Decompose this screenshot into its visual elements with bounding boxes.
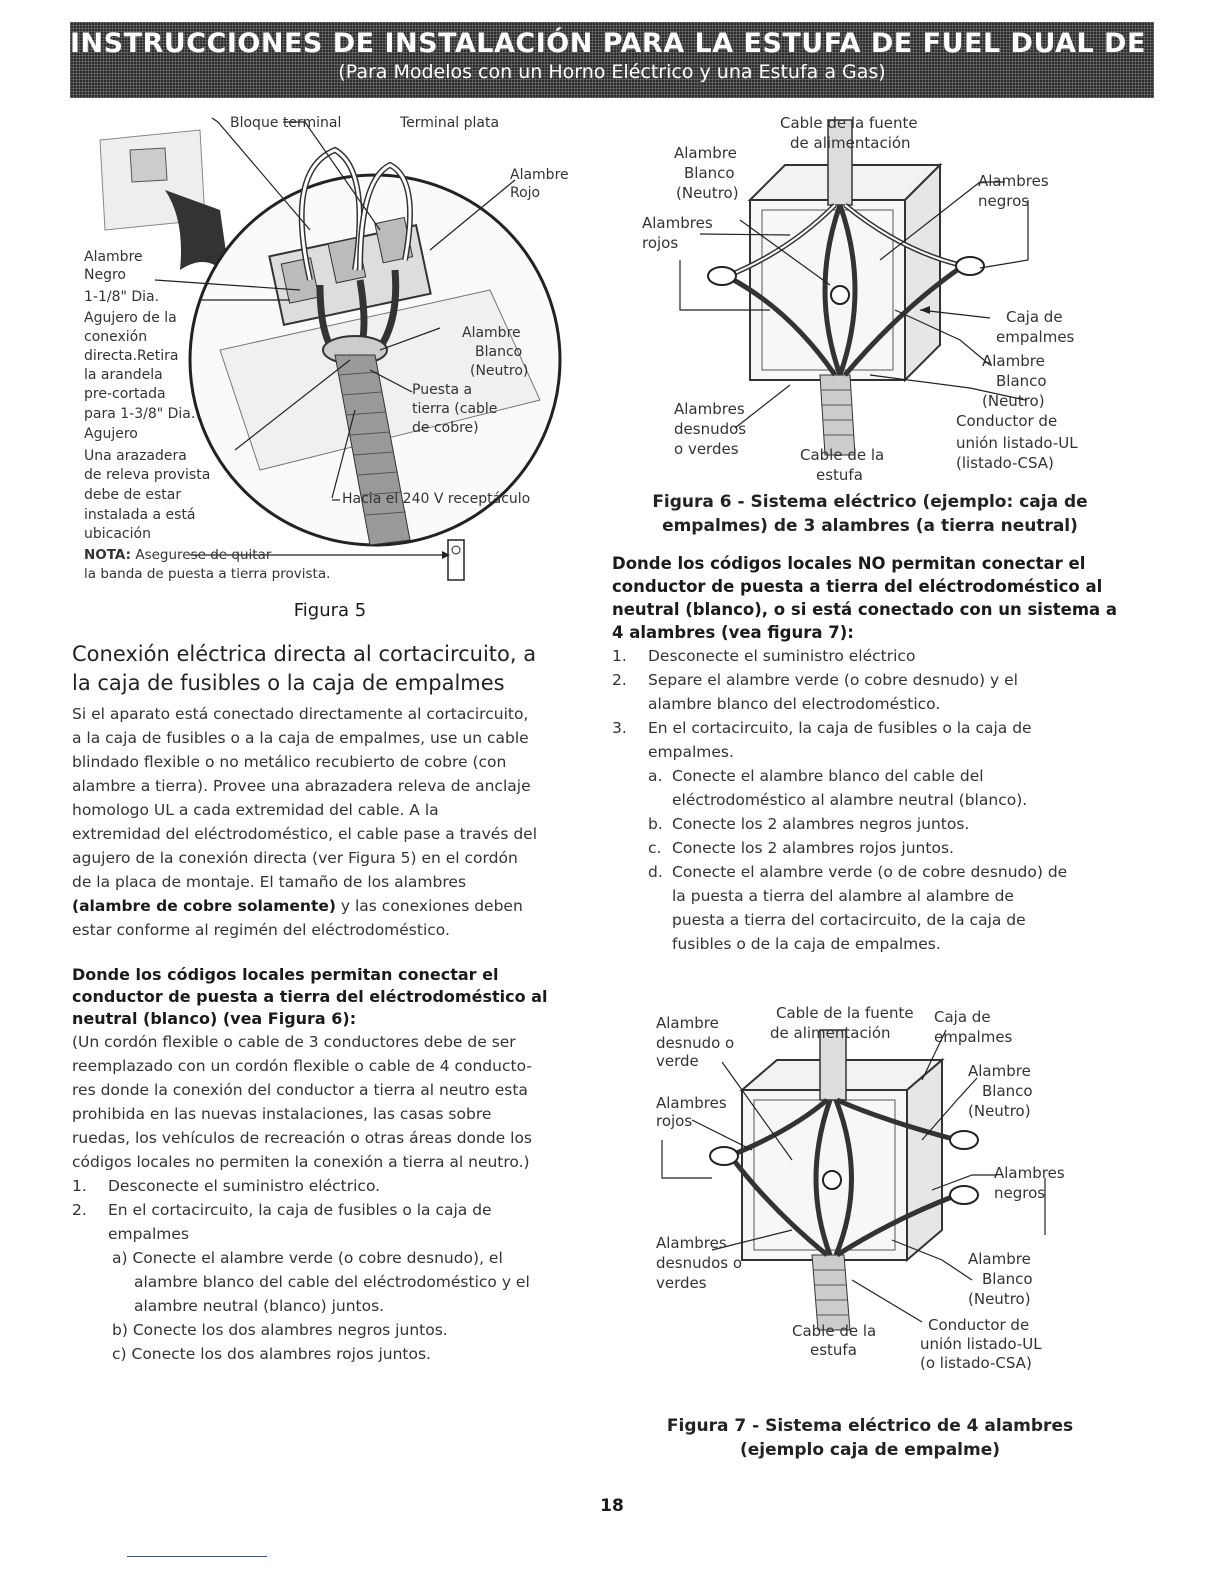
step-number-spacer	[612, 740, 648, 764]
fig7-label-negros: Alambres	[994, 1164, 1065, 1182]
figure-7	[652, 1000, 1152, 1380]
fig7-label-blanco-b-3: (Neutro)	[968, 1290, 1031, 1308]
note-line-6: códigos locales no permiten la conexión a tierra al neutro.)	[72, 1153, 530, 1171]
fig6-label-blanco-3: (Neutro)	[676, 184, 739, 202]
label-agujero-5: la arandela	[84, 367, 163, 383]
fig6-label-negros-2: negros	[978, 192, 1030, 210]
step-text: alambre blanco del electrodoméstico.	[648, 695, 941, 713]
fig6-label-fuente-2: de alimentación	[790, 134, 911, 152]
list-item: b) Conecte los dos alambres negros juntos.	[112, 1321, 448, 1339]
list-item	[612, 788, 1132, 812]
section-paragraph	[72, 702, 572, 942]
para-line-3: blindado flexible o no metálico recubierto de cobre (con	[72, 753, 507, 771]
fig7-label-blanco-3: (Neutro)	[968, 1102, 1031, 1120]
list-item: alambre neutral (blanco) juntos.	[134, 1297, 385, 1315]
left-steps	[72, 1174, 572, 1366]
list-item: a) Conecte el alambre verde (o cobre desnudo), el	[112, 1249, 503, 1267]
fig6-label-caja-2: empalmes	[996, 328, 1075, 346]
fig6-label-blanco-r-2: Blanco	[996, 372, 1047, 390]
fig6-label-blanco: Alambre	[674, 144, 737, 162]
list-item	[72, 1174, 572, 1198]
fig7-label-fuente: Cable de la fuente	[776, 1004, 914, 1022]
figure-5	[70, 110, 590, 630]
list-item	[612, 884, 1132, 908]
step-number-spacer	[612, 692, 648, 716]
sub-heading-line-3: neutral (blanco) (vea Figura 6):	[72, 1009, 357, 1028]
sub-step-spacer	[648, 788, 672, 812]
header-banner	[70, 22, 1209, 98]
fig7-label-blanco-2: Blanco	[982, 1082, 1033, 1100]
fig6-label-desnudos-3: o verdes	[674, 440, 739, 458]
sub-step-letter: a.	[648, 767, 663, 785]
fig7-label-desnudo-2: desnudo o	[656, 1034, 735, 1052]
para-line-9	[72, 894, 572, 918]
right-heading-line-2: conductor de puesta a tierra del eléctrodoméstico al	[612, 577, 1103, 596]
label-agujero-7: para 1-3/8" Dia.	[84, 406, 196, 422]
list-item	[612, 764, 1132, 788]
para-bold: (alambre de cobre solamente)	[72, 897, 336, 915]
right-heading-line-3: neutral (blanco), o si está conectado con un sistema a	[612, 600, 1118, 619]
fig7-label-desnudos-3: verdes	[656, 1274, 707, 1292]
figure-5-note	[84, 546, 271, 564]
list-item	[612, 812, 1132, 836]
figure-6-caption	[590, 490, 1150, 538]
label-agujero-2: Agujero de la	[84, 310, 177, 326]
page-subtitle: (Para Modelos con un Horno Eléctrico y una Estufa a Gas)	[338, 61, 886, 83]
para-line-1: Si el aparato está conectado directamente al cortacircuito,	[72, 705, 529, 723]
label-agujero: 1-1/8" Dia.	[84, 289, 160, 305]
para-line-8: de la placa de montaje. El tamaño de los alambres	[72, 873, 467, 891]
left-column	[72, 640, 572, 1366]
para-line-5: homologo UL a cada extremidad del cable. A la	[72, 801, 439, 819]
sub-step-text: fusibles o de la caja de empalmes.	[672, 935, 941, 953]
label-puesta-tierra: Puesta a	[412, 382, 473, 398]
sub-step-text: eléctrodoméstico al alambre neutral (blanco).	[672, 791, 1028, 809]
para-line-7: agujero de la conexión directa (ver Figura 5) en el cordón	[72, 849, 518, 867]
sub-step-text: Conecte los 2 alambres rojos juntos.	[672, 839, 954, 857]
list-item	[72, 1222, 572, 1246]
list-item: c) Conecte los dos alambres rojos juntos.	[112, 1345, 431, 1363]
sub-heading-line-1: Donde los códigos locales permitan conectar el	[72, 965, 499, 984]
nota-text-2: la banda de puesta a tierra provista.	[84, 566, 331, 582]
fig6-label-desnudos-2: desnudos	[674, 420, 747, 438]
sub-step-text: puesta a tierra del cortacircuito, de la caja de	[672, 911, 1026, 929]
note-line-5: ruedas, los vehículos de recreación o otras áreas donde los	[72, 1129, 533, 1147]
step-number: 2.	[612, 671, 627, 689]
list-item	[612, 740, 1132, 764]
sub-step-text: Conecte el alambre verde (o de cobre desnudo) de	[672, 863, 1068, 881]
step-number-spacer	[72, 1222, 108, 1246]
fig7-label-desnudo: Alambre	[656, 1014, 719, 1032]
fig6-caption-line-1: Figura 6 - Sistema eléctrico (ejemplo: caja de	[652, 492, 1088, 512]
label-receptaculo: Hacia el 240 V receptáculo	[342, 491, 531, 507]
step-text: Separe el alambre verde (o cobre desnudo) y el	[648, 671, 1018, 689]
section-heading-line-1: Conexión eléctrica directa al cortacircuito, a	[72, 642, 537, 666]
step-text: Desconecte el suministro eléctrico.	[108, 1177, 381, 1195]
fig6-label-conductor-3: (listado-CSA)	[956, 454, 1054, 472]
note-line-3: res donde la conexión del conductor a tierra al neutro esta	[72, 1081, 528, 1099]
figure-6	[640, 110, 1160, 540]
nota-label: NOTA:	[84, 547, 132, 563]
note-line-4: prohibida en las nuevas instalaciones, las casas sobre	[72, 1105, 492, 1123]
note-paragraph	[72, 1030, 572, 1174]
label-alambre-rojo-2: Rojo	[510, 185, 541, 201]
fig7-label-conductor-3: (o listado-CSA)	[920, 1354, 1032, 1372]
list-item	[612, 692, 1132, 716]
para-line-10: estar conforme al regimén del eléctrodoméstico.	[72, 921, 450, 939]
sub-step-letter: b.	[648, 815, 663, 833]
label-alambre-negro: Alambre	[84, 249, 143, 265]
section-heading-line-2: la caja de fusibles o la caja de empalmes	[72, 671, 505, 695]
fig6-label-blanco-2: Blanco	[684, 164, 735, 182]
nota-text-1: Asegurese de quitar	[135, 547, 272, 563]
label-abrazadera: Una arazadera	[84, 448, 187, 464]
label-agujero-3: conexión	[84, 329, 148, 345]
fig7-label-conductor: Conductor de	[928, 1316, 1030, 1334]
fig6-label-estufa-2: estufa	[816, 466, 863, 484]
fig7-label-rojos-2: rojos	[656, 1112, 693, 1130]
fig6-label-fuente: Cable de la fuente	[780, 114, 918, 132]
sub-step-text: Conecte los 2 alambres negros juntos.	[672, 815, 970, 833]
fig7-label-blanco-b-2: Blanco	[982, 1270, 1033, 1288]
fig6-label-conductor: Conductor de	[956, 412, 1058, 430]
label-bloque-terminal: Bloque terminal	[230, 115, 342, 131]
label-alambre-negro-2: Negro	[84, 267, 126, 283]
label-terminal-plata: Terminal plata	[400, 115, 500, 131]
step-number: 3.	[612, 719, 627, 737]
fig6-label-rojos-2: rojos	[642, 234, 679, 252]
list-item	[72, 1198, 572, 1222]
fig6-label-blanco-r-3: (Neutro)	[982, 392, 1045, 410]
fig6-label-caja: Caja de	[1006, 308, 1063, 326]
step-number: 1.	[72, 1177, 87, 1195]
right-heading-line-1: Donde los códigos locales NO permitan conectar el	[612, 554, 1086, 573]
fig7-label-caja-2: empalmes	[934, 1028, 1013, 1046]
fig7-label-estufa: Cable de la	[792, 1322, 877, 1340]
sub-heading	[72, 964, 572, 1030]
figure-7-caption	[590, 1414, 1150, 1462]
sub-step-letter: d.	[648, 863, 663, 881]
label-abrazadera-3: debe de estar	[84, 487, 182, 503]
right-heading-line-4: 4 alambres (vea figura 7):	[612, 623, 854, 642]
right-heading	[612, 552, 1132, 644]
step-number: 2.	[72, 1201, 87, 1219]
para-tail: y las conexiones deben	[335, 897, 523, 915]
note-line-1: (Un cordón flexible o cable de 3 conductores debe de ser	[72, 1033, 516, 1051]
step-number: 1.	[612, 647, 627, 665]
label-agujero-6: pre-cortada	[84, 386, 166, 402]
label-alambre-blanco: Alambre	[462, 325, 521, 341]
label-abrazadera-5: ubicación	[84, 526, 151, 542]
step-text: En el cortacircuito, la caja de fusibles o la caja de	[108, 1201, 492, 1219]
sub-step-text: Conecte el alambre blanco del cable del	[672, 767, 984, 785]
fig7-label-blanco: Alambre	[968, 1062, 1031, 1080]
para-line-4: alambre a tierra). Provee una abrazadera releva de anclaje	[72, 777, 531, 795]
page-number: 18	[600, 1496, 624, 1516]
fig7-label-rojos: Alambres	[656, 1094, 727, 1112]
list-item	[612, 668, 1132, 692]
label-alambre-blanco-2: Blanco	[475, 344, 523, 360]
sub-step-spacer	[648, 908, 672, 932]
fig7-label-negros-2: negros	[994, 1184, 1046, 1202]
fig7-label-conductor-2: unión listado-UL	[920, 1335, 1042, 1353]
fig7-caption-line-2: (ejemplo caja de empalme)	[739, 1440, 1001, 1460]
right-steps	[612, 644, 1132, 956]
fig6-caption-line-2: empalmes) de 3 alambres (a tierra neutral)	[662, 516, 1078, 536]
note-line-2: reemplazado con un cordón flexible o cable de 4 conducto-	[72, 1057, 532, 1075]
para-line-2: a la caja de fusibles o a la caja de empalmes, use un cable	[72, 729, 529, 747]
label-abrazadera-4: instalada a está	[84, 507, 196, 523]
list-item	[612, 836, 1132, 860]
fig7-label-blanco-b: Alambre	[968, 1250, 1031, 1268]
sub-step-text: la puesta a tierra del alambre al alambre de	[672, 887, 1014, 905]
list-item	[612, 860, 1132, 884]
list-item	[612, 644, 1132, 668]
label-puesta-tierra-2: tierra (cable	[412, 401, 498, 417]
step-text: empalmes	[108, 1225, 189, 1243]
fig7-label-estufa-2: estufa	[810, 1341, 857, 1359]
label-alambre-blanco-3: (Neutro)	[470, 363, 529, 379]
sub-step-spacer	[648, 884, 672, 908]
footer-rule	[127, 1556, 267, 1557]
fig6-label-estufa: Cable de la	[800, 446, 885, 464]
label-alambre-rojo: Alambre	[510, 167, 569, 183]
figure-5-caption: Figura 5	[293, 600, 367, 621]
fig7-label-desnudos-2: desnudos o	[656, 1254, 743, 1272]
fig6-label-desnudos: Alambres	[674, 400, 745, 418]
list-item	[612, 716, 1132, 740]
fig7-label-caja: Caja de	[934, 1008, 991, 1026]
sub-heading-line-2: conductor de puesta a tierra del eléctrodoméstico al	[72, 987, 548, 1006]
fig6-label-negros: Alambres	[978, 172, 1049, 190]
right-column	[612, 552, 1132, 956]
step-text: empalmes.	[648, 743, 734, 761]
label-abrazadera-2: de releva provista	[84, 467, 211, 483]
list-item	[612, 908, 1132, 932]
fig7-label-desnudos: Alambres	[656, 1234, 727, 1252]
fig6-label-conductor-2: unión listado-UL	[956, 434, 1078, 452]
para-line-6: extremidad del eléctrodoméstico, el cable pase a través del	[72, 825, 538, 843]
fig7-label-desnudo-3: verde	[656, 1052, 699, 1070]
list-item	[612, 932, 1132, 956]
fig6-label-blanco-r: Alambre	[982, 352, 1045, 370]
label-puesta-tierra-3: de cobre)	[412, 420, 479, 436]
step-text: En el cortacircuito, la caja de fusibles o la caja de	[648, 719, 1032, 737]
label-agujero-4: directa.Retira	[84, 348, 179, 364]
page-title: INSTRUCCIONES DE INSTALACIÓN PARA LA ESTUFA DE FUEL DUAL DE 30"	[70, 28, 1209, 59]
step-text: Desconecte el suministro eléctrico	[648, 647, 916, 665]
fig7-caption-line-1: Figura 7 - Sistema eléctrico de 4 alambres	[666, 1416, 1074, 1436]
label-agujero-8: Agujero	[84, 426, 138, 442]
fig7-label-fuente-2: de alimentación	[770, 1024, 891, 1042]
sub-step-letter: c.	[648, 839, 662, 857]
list-item: alambre blanco del cable del eléctrodoméstico y el	[134, 1273, 530, 1291]
fig6-label-rojos: Alambres	[642, 214, 713, 232]
sub-step-spacer	[648, 932, 672, 956]
